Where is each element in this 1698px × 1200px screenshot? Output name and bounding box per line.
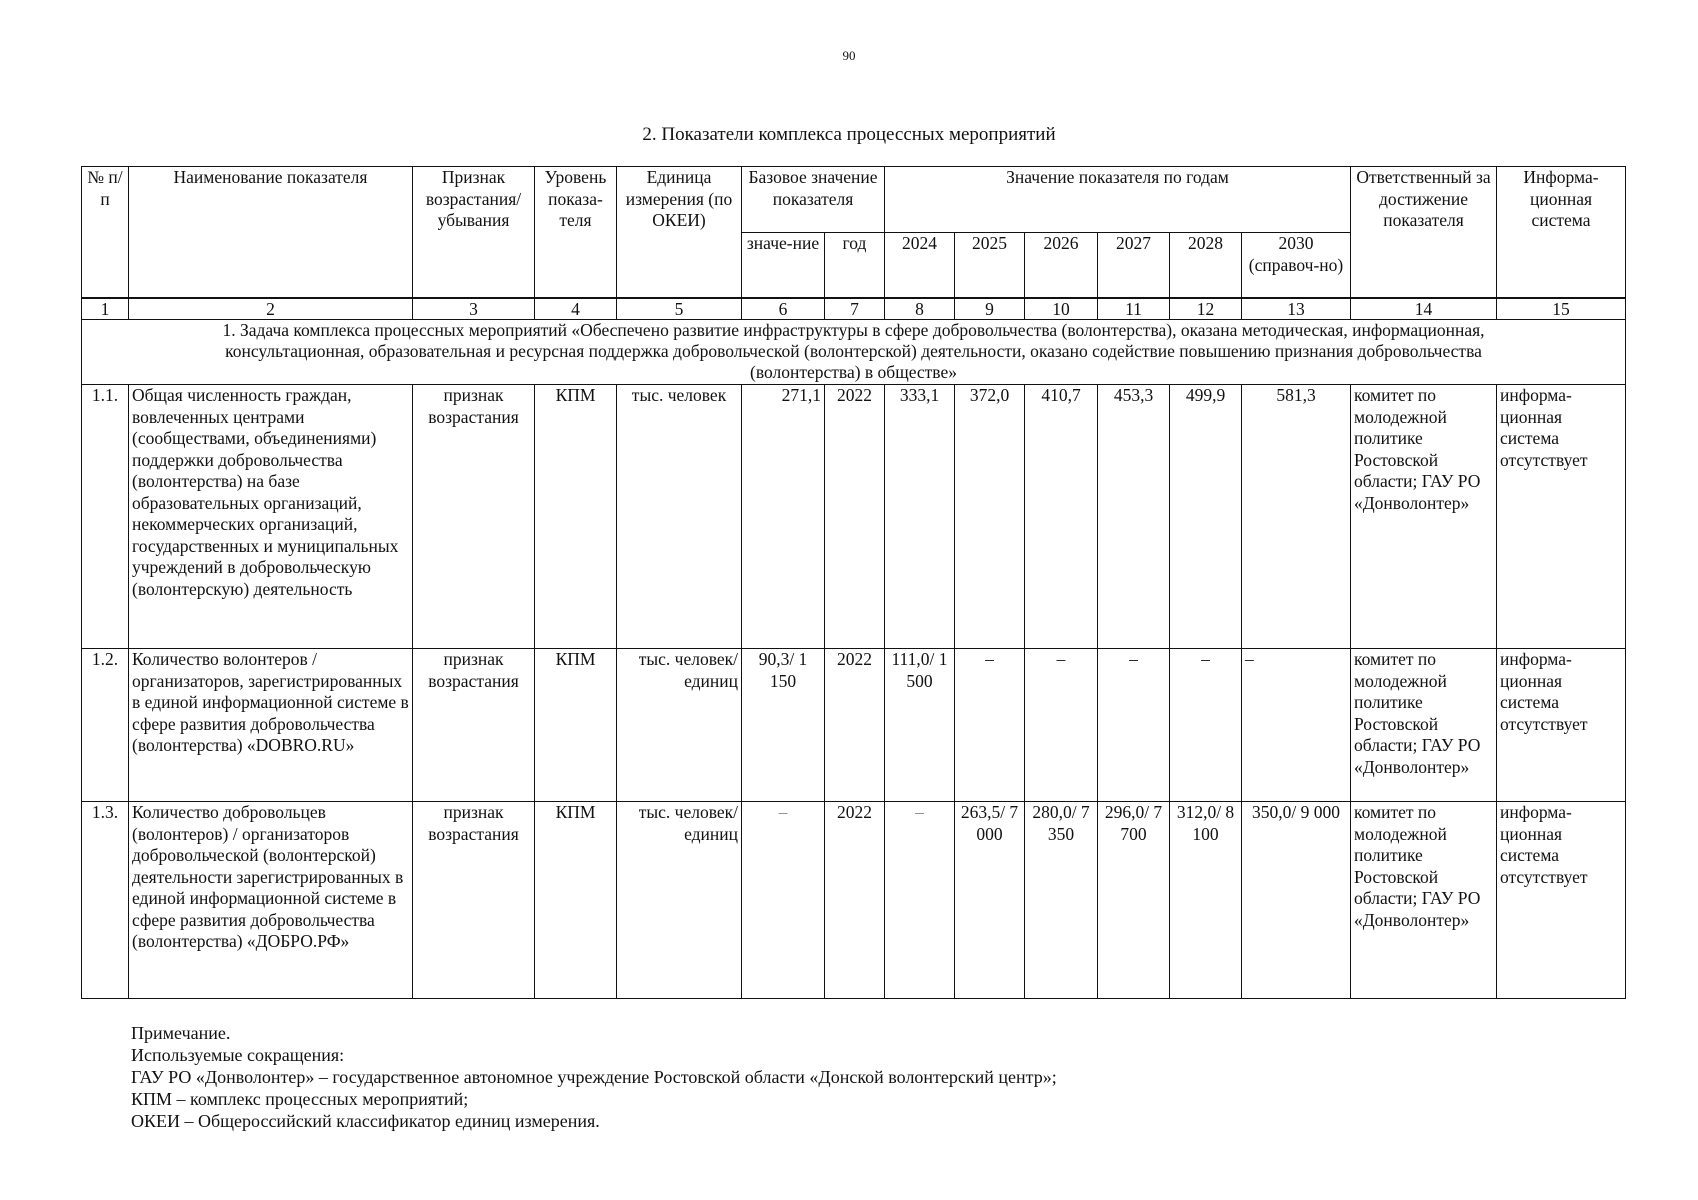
notes [131, 1022, 1057, 1132]
col-number: 1 [82, 298, 129, 320]
row-value-2026: 280,0/ 7 350 [1025, 802, 1098, 999]
note-line: ОКЕИ – Общероссийский классификатор единиц измерения. [131, 1111, 600, 1131]
header-base-value: значе-ние [742, 233, 825, 298]
col-number: 7 [825, 298, 885, 320]
header-unit: Единица измерения (по ОКЕИ) [617, 167, 742, 298]
col-number: 11 [1098, 298, 1170, 320]
row-unit: тыс. человек [617, 385, 742, 649]
table-row [82, 802, 1626, 999]
row-responsible: комитет по молодежной политике Ростовской области; ГАУ РО «Донволонтер» [1351, 802, 1497, 999]
header-name: Наименование показателя [129, 167, 413, 298]
row-base-value: 90,3/ 1 150 [742, 649, 825, 802]
row-value-2028: 499,9 [1170, 385, 1242, 649]
header-level: Уровень показа-теля [535, 167, 617, 298]
header-info: Информа-ционная система [1497, 167, 1626, 298]
row-level: КПМ [535, 649, 617, 802]
row-value-2028: 312,0/ 8 100 [1170, 802, 1242, 999]
row-info: информа-ционная система отсутствует [1497, 802, 1626, 999]
section-title: 2. Показатели комплекса процессных мероприятий [642, 124, 1056, 145]
header-values [885, 167, 1351, 233]
row-name: Общая численность граждан, вовлеченных центрами (сообществами, объединениями) поддержки добровольчества (волонтерства) на базе образовательных организаций, некоммерческих организаций, государственных и муниципальных учреждений в добровольческую (волонтерскую) деятельность [129, 385, 413, 649]
header-base-year: год [825, 233, 885, 298]
note-line: Используемые сокращения: [131, 1045, 345, 1065]
row-value-2025: – [955, 649, 1025, 802]
row-value-2028: – [1170, 649, 1242, 802]
row-value-2027: 453,3 [1098, 385, 1170, 649]
row-responsible: комитет по молодежной политике Ростовской области; ГАУ РО «Донволонтер» [1351, 385, 1497, 649]
row-info: информа-ционная система отсутствует [1497, 385, 1626, 649]
header-2026: 2026 [1025, 233, 1098, 298]
row-num: 1.3. [82, 802, 129, 999]
col-number: 14 [1351, 298, 1497, 320]
row-num: 1.1. [82, 385, 129, 649]
note-line: Примечание. [131, 1023, 231, 1043]
header-2025: 2025 [955, 233, 1025, 298]
row-sign: признак возрастания [413, 385, 535, 649]
row-num: 1.2. [82, 649, 129, 802]
row-base-value: 271,1 [742, 385, 825, 649]
table-row [82, 385, 1626, 649]
header-values-text: Значение показателя по годам [1006, 167, 1229, 187]
row-value-2026: 410,7 [1025, 385, 1098, 649]
col-number: 15 [1497, 298, 1626, 320]
row-value-2024: 111,0/ 1 500 [885, 649, 955, 802]
header-2028: 2028 [1170, 233, 1242, 298]
row-base-year: 2022 [825, 802, 885, 999]
row-value-2024: – [885, 802, 955, 999]
col-number: 10 [1025, 298, 1098, 320]
row-value-2027: – [1098, 649, 1170, 802]
header-row-1 [82, 167, 1626, 233]
row-value-2024: 333,1 [885, 385, 955, 649]
row-sign: признак возрастания [413, 802, 535, 999]
indicators-table [81, 166, 1626, 999]
row-value-2025: 263,5/ 7 000 [955, 802, 1025, 999]
header-base: Базовое значение показателя [742, 167, 885, 233]
task-title [82, 320, 1626, 385]
note-line: КПМ – комплекс процессных мероприятий; [131, 1089, 469, 1109]
row-sign: признак возрастания [413, 649, 535, 802]
row-base-year: 2022 [825, 385, 885, 649]
col-number: 2 [129, 298, 413, 320]
col-number: 6 [742, 298, 825, 320]
row-base-value: – [742, 802, 825, 999]
task-row [82, 320, 1626, 385]
row-level: КПМ [535, 802, 617, 999]
row-info: информа-ционная система отсутствует [1497, 649, 1626, 802]
note-line: ГАУ РО «Донволонтер» – государственное автономное учреждение Ростовской области «Донской волонтерский центр»; [131, 1067, 1057, 1087]
column-numbers-row [82, 298, 1626, 320]
row-value-2030: 581,3 [1242, 385, 1351, 649]
row-base-year: 2022 [825, 649, 885, 802]
header-responsible: Ответственный за достижение показателя [1351, 167, 1497, 298]
row-level: КПМ [535, 385, 617, 649]
page-number: 90 [842, 48, 856, 63]
row-value-2027: 296,0/ 7 700 [1098, 802, 1170, 999]
task-title-text: 1. Задача комплекса процессных мероприятий «Обеспечено развитие инфраструктуры в сфере добровольчества (волонтерства), оказана методическая, информационная, консультационная, образовательная и ресурсная поддержка добровольческой (волонтерской) деятельности, оказано содействие повышению признания добровольчества (волонтерства) в обществе» [222, 320, 1485, 382]
header-num: № п/п [82, 167, 129, 298]
row-value-2026: – [1025, 649, 1098, 802]
row-value-2025: 372,0 [955, 385, 1025, 649]
header-2024: 2024 [885, 233, 955, 298]
col-number: 3 [413, 298, 535, 320]
header-sign: Признак возрастания/ убывания [413, 167, 535, 298]
col-number: 4 [535, 298, 617, 320]
header-2027: 2027 [1098, 233, 1170, 298]
col-number: 13 [1242, 298, 1351, 320]
row-unit: тыс. человек/ единиц [617, 802, 742, 999]
row-responsible: комитет по молодежной политике Ростовской области; ГАУ РО «Донволонтер» [1351, 649, 1497, 802]
col-number: 9 [955, 298, 1025, 320]
table-row [82, 649, 1626, 802]
col-number: 12 [1170, 298, 1242, 320]
col-number: 8 [885, 298, 955, 320]
row-unit: тыс. человек/ единиц [617, 649, 742, 802]
header-2030: 2030 (справоч-но) [1242, 233, 1351, 298]
row-name: Количество волонтеров / организаторов, зарегистрированных в единой информационной системе в сфере развития добровольчества (волонтерства) «DOBRO.RU» [129, 649, 413, 802]
row-value-2030: 350,0/ 9 000 [1242, 802, 1351, 999]
col-number: 5 [617, 298, 742, 320]
row-name: Количество добровольцев (волонтеров) / организаторов добровольческой (волонтерской) деятельности зарегистрированных в единой информационной системе в сфере развития добровольчества (волонтерства) «ДОБРО.РФ» [129, 802, 413, 999]
row-value-2030: – [1242, 649, 1351, 802]
